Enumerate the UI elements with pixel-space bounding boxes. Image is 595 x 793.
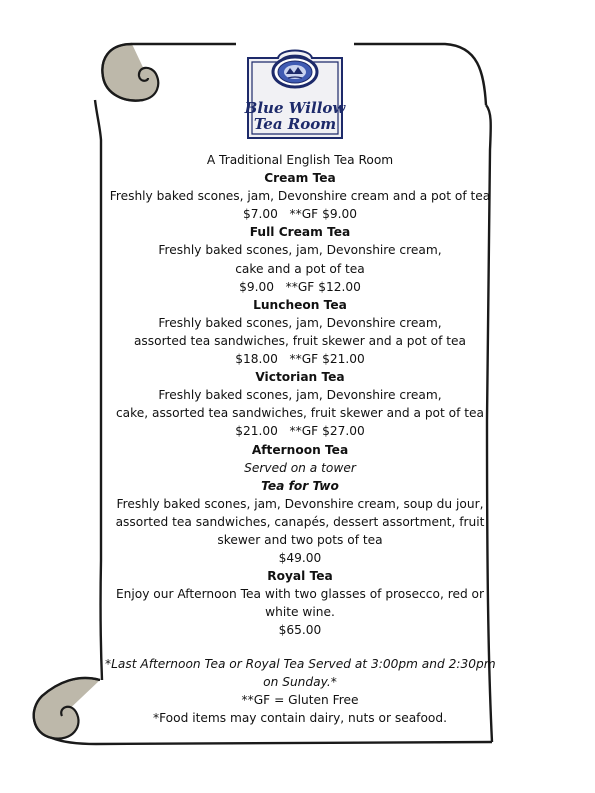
logo-line-2: Tea Room: [253, 115, 337, 133]
item-desc-royal-tea-1: Enjoy our Afternoon Tea with two glasses of prosecco, red or: [115, 587, 485, 602]
item-desc-afternoon-tea-2: assorted tea sandwiches, canapés, dessert assortment, fruit: [115, 514, 485, 529]
item-name-victorian-tea: Victorian Tea: [255, 370, 345, 385]
gf-price: **GF $12.00: [285, 279, 361, 294]
item-desc-victorian-tea-2: cake, assorted tea sandwiches, fruit skewer and a pot of tea: [115, 406, 485, 421]
menu-intro: A Traditional English Tea Room: [206, 153, 394, 167]
blue-willow-plate-icon: [273, 57, 317, 87]
item-price-luncheon-tea: [105, 350, 495, 368]
item-desc-royal-tea-2: white wine.: [265, 605, 335, 620]
item-name-luncheon-tea: Luncheon Tea: [253, 297, 347, 312]
item-price-afternoon-tea: $49.00: [278, 551, 322, 566]
top-scroll-curl: [102, 44, 158, 101]
footer-allergen-note: *Food items may contain dairy, nuts or seafood.: [153, 710, 447, 725]
item-price-royal-tea: $65.00: [278, 623, 322, 638]
item-desc-victorian-tea-1: Freshly baked scones, jam, Devonshire cream,: [158, 388, 442, 403]
gf-price: **GF $21.00: [289, 352, 365, 367]
logo-line-1: Blue Willow: [244, 99, 346, 117]
item-name-full-cream-tea: Full Cream Tea: [249, 225, 351, 240]
price: $18.00: [235, 352, 278, 367]
item-price-cream-tea: [105, 205, 495, 223]
price: $7.00: [243, 207, 278, 222]
item-desc-luncheon-tea-1: Freshly baked scones, jam, Devonshire cream,: [158, 315, 442, 330]
item-desc-afternoon-tea-1: Freshly baked scones, jam, Devonshire cream, soup du jour,: [116, 496, 484, 511]
tea-menu: [105, 151, 495, 727]
item-desc-full-cream-tea-1: Freshly baked scones, jam, Devonshire cream,: [158, 243, 442, 258]
item-name-cream-tea: Cream Tea: [264, 171, 336, 186]
spacer: [105, 640, 495, 655]
item-desc-luncheon-tea-2: assorted tea sandwiches, fruit skewer and a pot of tea: [133, 333, 467, 348]
bottom-scroll-curl: [34, 678, 100, 739]
price: $9.00: [239, 279, 275, 294]
price: $21.00: [235, 424, 278, 439]
footer-gf-key: **GF = Gluten Free: [241, 692, 359, 707]
item-name-afternoon-tea: Afternoon Tea: [251, 442, 349, 457]
logo: [234, 40, 356, 150]
item-price-full-cream-tea: [105, 278, 495, 296]
footer-last-service-1: *Last Afternoon Tea or Royal Tea Served at 3:00pm and 2:30pm: [105, 656, 496, 671]
scroll-bottom-edge: [52, 738, 492, 744]
item-name-royal-tea: Royal Tea: [267, 569, 333, 584]
item-subtitle-afternoon-tea: Tea for Two: [261, 478, 339, 493]
item-desc-full-cream-tea-2: cake and a pot of tea: [235, 261, 365, 276]
item-price-victorian-tea: [105, 422, 495, 440]
item-desc-afternoon-tea-3: skewer and two pots of tea: [217, 532, 383, 547]
item-note-afternoon-tea: Served on a tower: [244, 460, 356, 475]
scroll-left-edge: [95, 100, 102, 680]
gf-price: **GF $27.00: [289, 424, 365, 439]
footer-last-service-2: on Sunday.*: [263, 674, 337, 689]
gf-price: **GF $9.00: [289, 207, 357, 222]
item-desc-cream-tea: Freshly baked scones, jam, Devonshire cream and a pot of tea: [109, 189, 491, 204]
